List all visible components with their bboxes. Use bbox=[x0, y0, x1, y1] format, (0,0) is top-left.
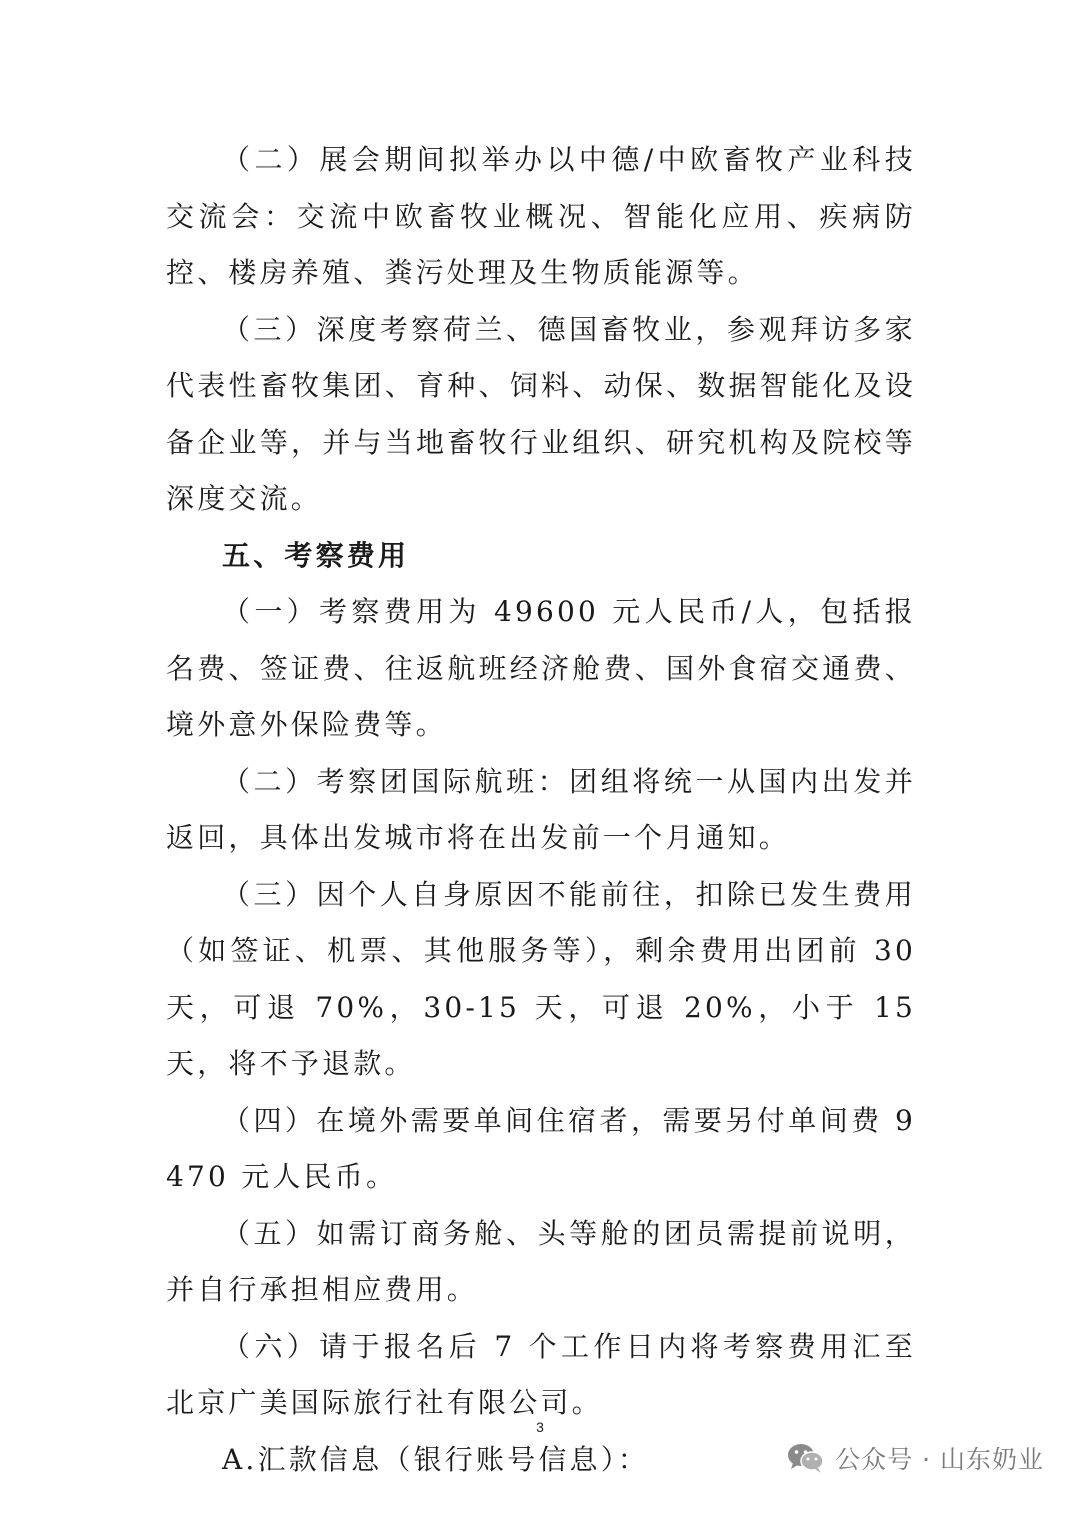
document-body bbox=[166, 132, 916, 1488]
section-heading-fees: 五、考察费用 bbox=[222, 538, 410, 572]
paragraph-refund-policy: （三）因个人自身原因不能前往，扣除已发生费用（如签证、机票、其他服务等），剩余费用出团前 30 天，可退 70%，30-15 天，可退 20%，小于 15 天，将不予退款。 bbox=[166, 877, 916, 1080]
page-number: 3 bbox=[536, 1419, 544, 1435]
paragraph-payment-deadline: （六）请于报名后 7 个工作日内将考察费用汇至北京广美国际旅行社有限公司。 bbox=[166, 1329, 916, 1419]
wechat-icon bbox=[787, 1442, 825, 1474]
watermark-text: 公众号 · 山东奶业 bbox=[835, 1445, 1044, 1474]
paragraph-single-room: （四）在境外需要单间住宿者，需要另付单间费 9470 元人民币。 bbox=[166, 1103, 916, 1193]
paragraph-remittance-info: A.汇款信息（银行账号信息）： bbox=[222, 1442, 650, 1476]
wechat-watermark bbox=[787, 1440, 1044, 1476]
paragraph-fee-amount: （一）考察费用为 49600 元人民币/人，包括报名费、签证费、往返航班经济舱费、国外食宿交通费、境外意外保险费等。 bbox=[166, 595, 916, 741]
paragraph-field-visit: （三）深度考察荷兰、德国畜牧业，参观拜访多家代表性畜牧集团、育种、饲料、动保、数据智能化及设备企业等，并与当地畜牧行业组织、研究机构及院校等深度交流。 bbox=[166, 312, 916, 515]
paragraph-business-class: （五）如需订商务舱、头等舱的团员需提前说明，并自行承担相应费用。 bbox=[166, 1216, 916, 1306]
paragraph-flights: （二）考察团国际航班：团组将统一从国内出发并返回，具体出发城市将在出发前一个月通知。 bbox=[166, 764, 916, 854]
paragraph-exhibition-exchange: （二）展会期间拟举办以中德/中欧畜牧产业科技交流会：交流中欧畜牧业概况、智能化应用、疾病防控、楼房养殖、粪污处理及生物质能源等。 bbox=[166, 143, 916, 289]
